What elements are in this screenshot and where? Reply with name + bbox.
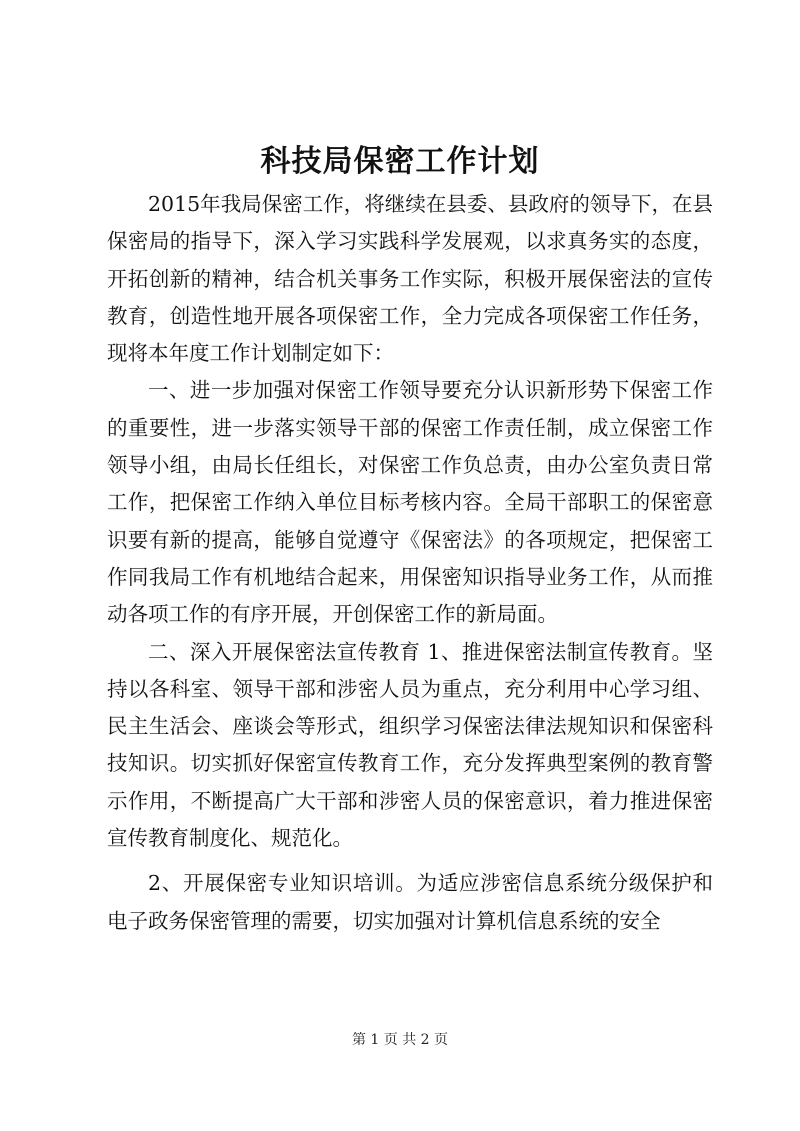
document-body [107, 186, 713, 940]
document-title: 科技局保密工作计划 [260, 144, 540, 179]
page-number-footer: 第 1 页 共 2 页 [351, 1032, 449, 1048]
paragraph-intro: 2015年我局保密工作，将继续在县委、县政府的领导下，在县保密局的指导下，深入学习实践科学发展观，以求真务实的态度，开拓创新的精神，结合机关事务工作实际，积极开展保密法的宣传教育，创造性地开展各项保密工作，全力完成各项保密工作任务，现将本年度工作计划制定如下： [107, 192, 713, 366]
paragraph-section-2: 二、深入开展保密法宣传教育 1、推进保密法制宣传教育。坚持以各科室、领导干部和涉密人员为重点，充分利用中心学习组、民主生活会、座谈会等形式，组织学习保密法律法规知识和保密科技知识。切实抓好保密宣传教育工作，充分发挥典型案例的教育警示作用，不断提高广大干部和涉密人员的保密意识，着力推进保密宣传教育制度化、规范化。 [107, 639, 713, 851]
paragraph-section-1: 一、进一步加强对保密工作领导要充分认识新形势下保密工作的重要性，进一步落实领导干部的保密工作责任制，成立保密工作领导小组，由局长任组长，对保密工作负总责，由办公室负责日常工作，把保密工作纳入单位目标考核内容。全局干部职工的保密意识要有新的提高，能够自觉遵守《保密法》的各项规定，把保密工作同我局工作有机地结合起来，用保密知识指导业务工作，从而推动各项工作的有序开展，开创保密工作的新局面。 [107, 378, 713, 627]
paragraph-section-2-item-2: 2、开展保密专业知识培训。为适应涉密信息系统分级保护和电子政务保密管理的需要，切实加强对计算机信息系统的安全 [107, 871, 713, 933]
